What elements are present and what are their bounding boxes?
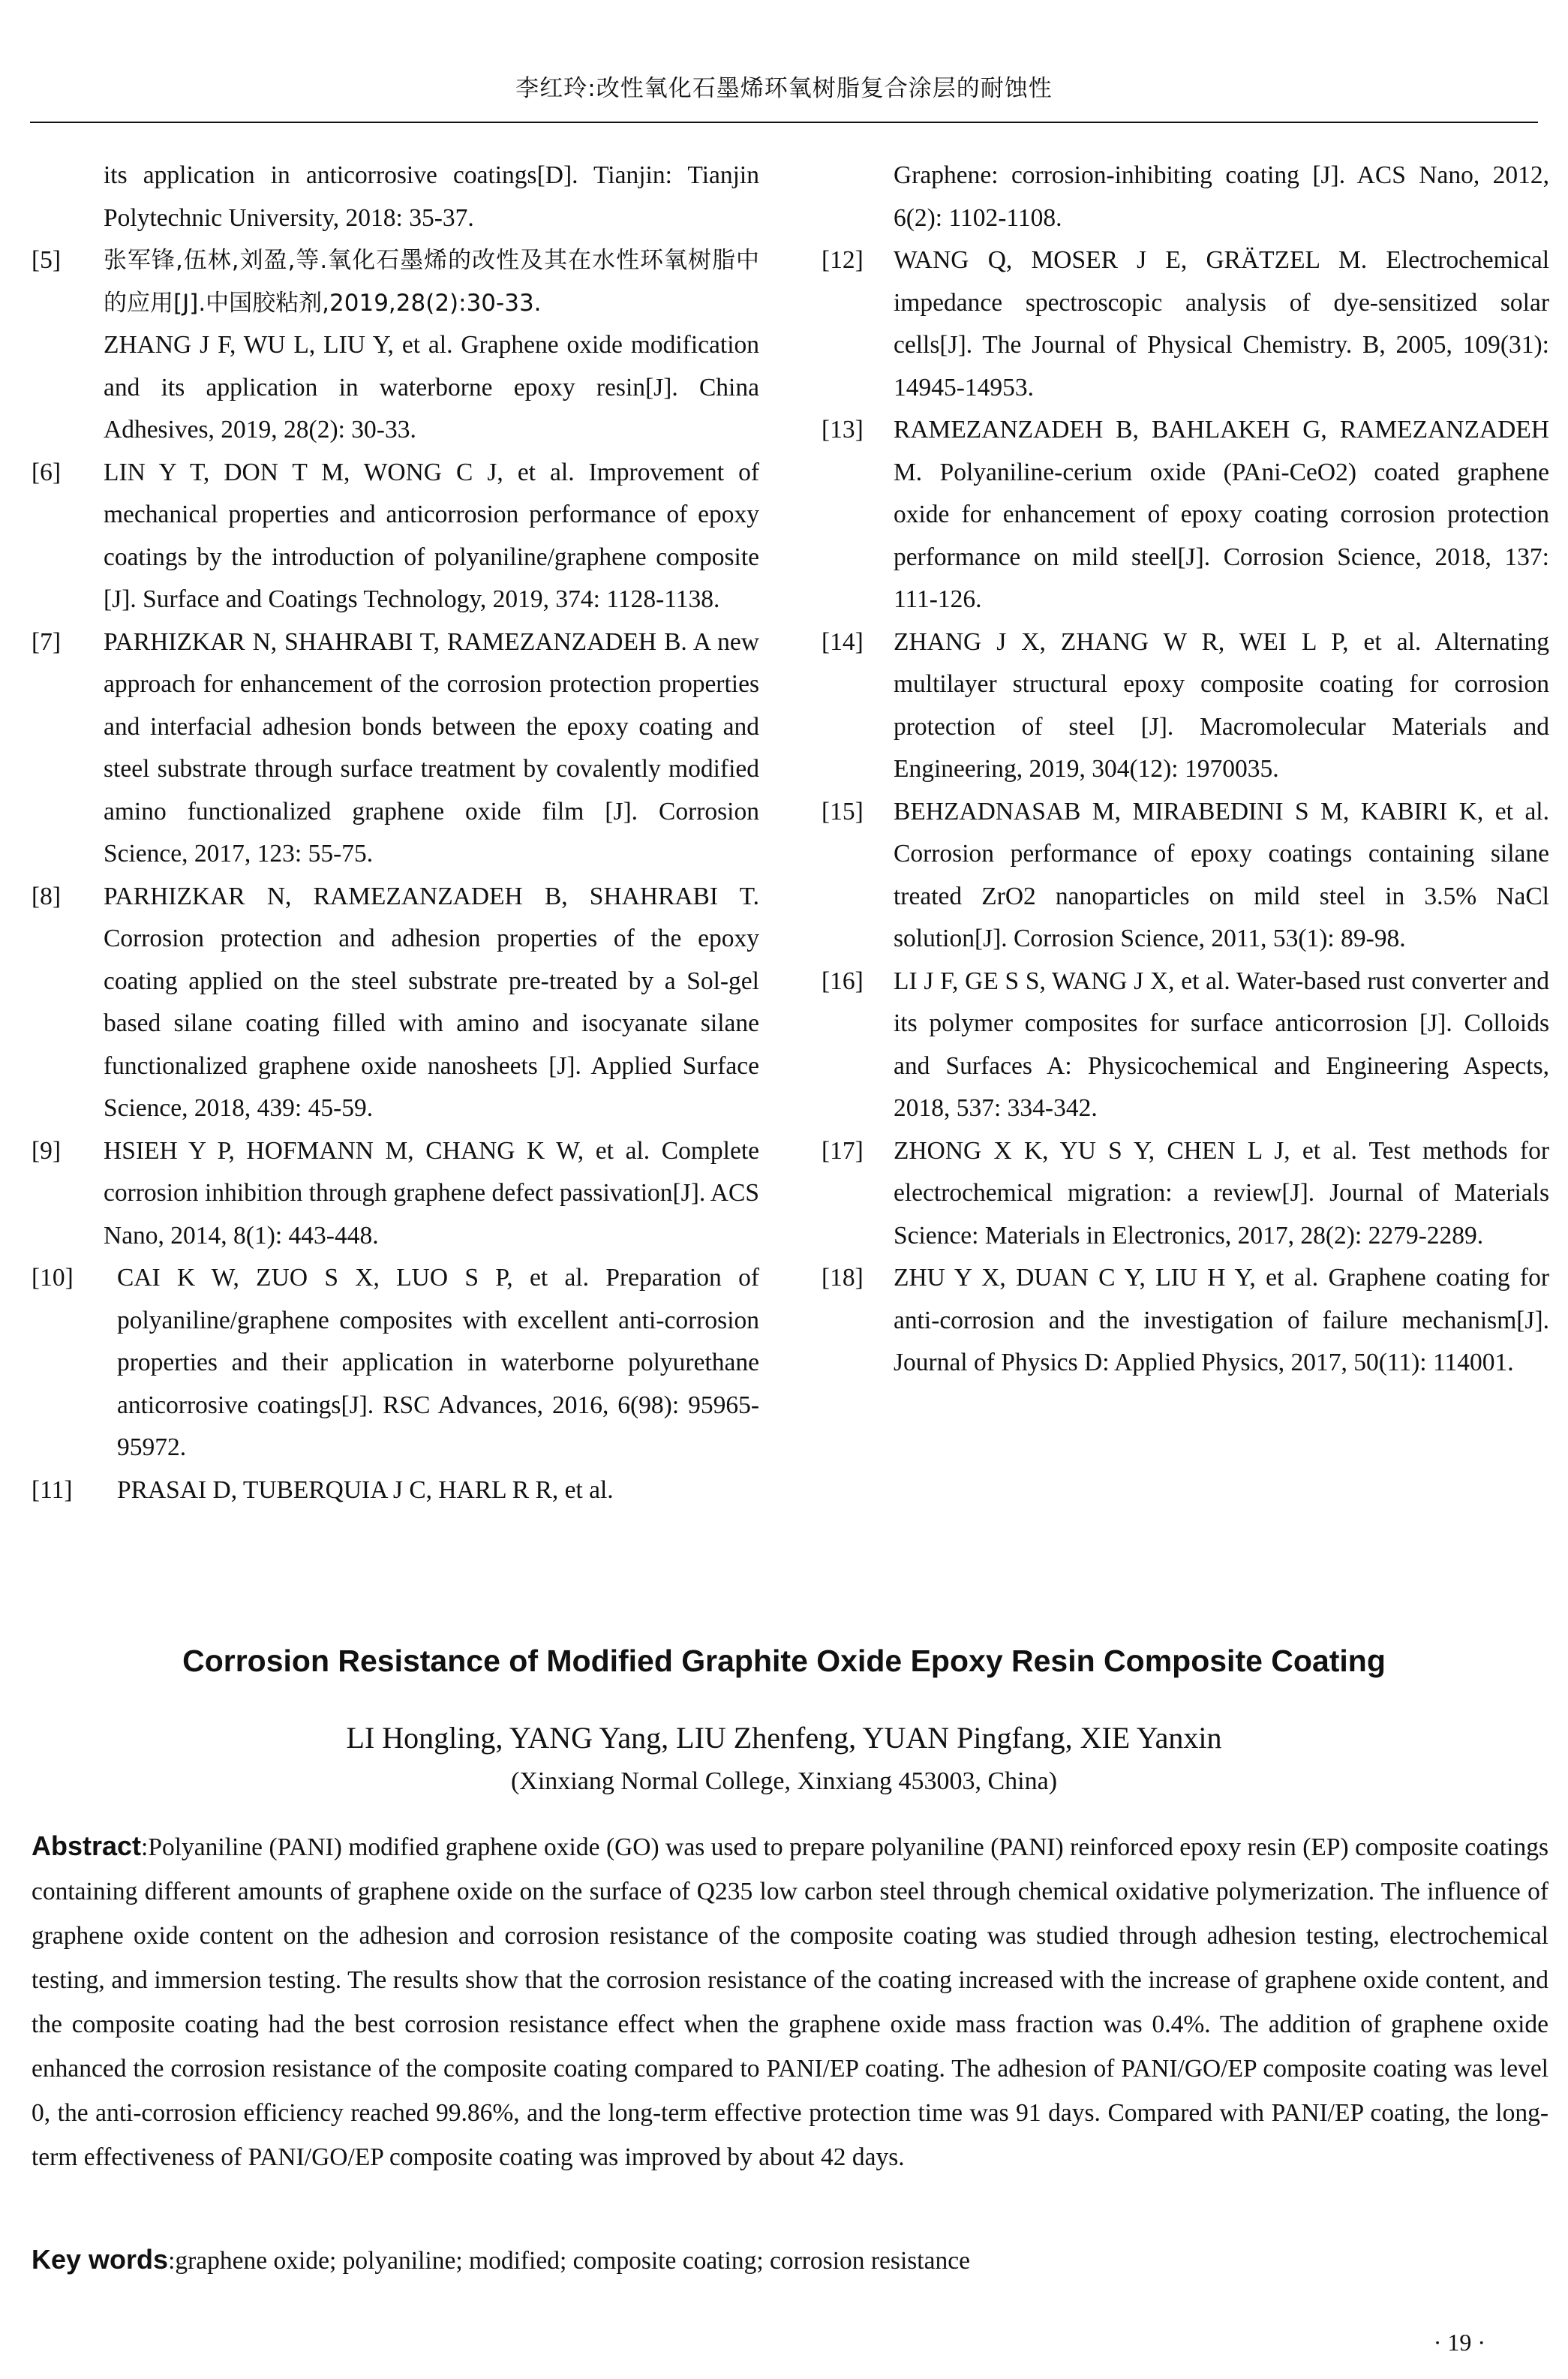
reference-text: HSIEH Y P, HOFMANN M, CHANG K W, et al. Complete corrosion inhibition through graphene defect passivation[J]. ACS Nano, 2014, 8(1): 443-448. xyxy=(104,1136,759,1250)
reference-number: [14] xyxy=(822,627,864,656)
reference-entry xyxy=(32,155,759,239)
reference-text: BEHZADNASAB M, MIRABEDINI S M, KABIRI K, et al. Corrosion performance of epoxy coatings containing silane treated ZrO2 nanoparticles on mild steel in 3.5% NaCl solution[J]. Corrosion Science, 2011, 53(1): 89-98. xyxy=(894,797,1549,952)
reference-text: ZHU Y X, DUAN C Y, LIU H Y, et al. Graphene coating for anti-corrosion and the investigation of failure mechanism[J]. Journal of Physics D: Applied Physics, 2017, 50(11): 114001. xyxy=(894,1264,1549,1376)
reference-entry xyxy=(32,1130,759,1258)
reference-entry xyxy=(32,621,759,876)
english-abstract xyxy=(32,1824,1548,2179)
reference-number: [13] xyxy=(822,416,864,444)
reference-entry xyxy=(822,1257,1549,1385)
reference-number: [11] xyxy=(32,1475,73,1504)
reference-entry xyxy=(822,621,1549,791)
reference-number: [10] xyxy=(32,1264,74,1292)
reference-number: [5] xyxy=(32,246,62,274)
reference-entry xyxy=(32,1469,759,1512)
references-left-column xyxy=(32,155,759,1511)
reference-entry xyxy=(32,324,759,452)
references-right-column xyxy=(822,155,1549,1385)
reference-text: CAI K W, ZUO S X, LUO S P, et al. Preparation of polyaniline/graphene composites with excellent anti-corrosion properties and their application in waterborne polyurethane anticorrosive coatings[J]. RSC Advances, 2016, 6(98): 95965-95972. xyxy=(117,1264,759,1461)
reference-number: [15] xyxy=(822,797,864,826)
reference-number: [16] xyxy=(822,967,864,995)
running-header: 李红玲:改性氧化石墨烯环氧树脂复合涂层的耐蚀性 xyxy=(515,75,1053,102)
reference-text: Graphene: corrosion-inhibiting coating [J]. ACS Nano, 2012, 6(2): 1102-1108. xyxy=(894,161,1549,232)
reference-entry xyxy=(822,1130,1549,1258)
reference-text: WANG Q, MOSER J E, GRÄTZEL M. Electrochemical impedance spectroscopic analysis of dye-sensitized solar cells[J]. The Journal of Physical Chemistry. B, 2005, 109(31): 14945-14953. xyxy=(894,246,1549,402)
reference-text: LI J F, GE S S, WANG J X, et al. Water-based rust converter and its polymer composites for surface anticorrosion [J]. Colloids and Surfaces A: Physicochemical and Engineering Aspects, 2018, 537: 334-342. xyxy=(894,967,1549,1122)
reference-number: [7] xyxy=(32,627,62,656)
abstract-colon: : xyxy=(141,1833,149,1861)
reference-entry xyxy=(32,239,759,324)
reference-text: LIN Y T, DON T M, WONG C J, et al. Improvement of mechanical properties and anticorrosion performance of epoxy coatings by the introduction of polyaniline/graphene composite [J]. Surface and Coatings Technology, 2019, 374: 1128-1138. xyxy=(104,458,759,613)
reference-text: PARHIZKAR N, SHAHRABI T, RAMEZANZADEH B. A new approach for enhancement of the corrosion protection properties and interfacial adhesion bonds between the epoxy coating and steel substrate through surface treatment by covalently modified amino functionalized graphene oxide film [J]. Corrosion Science, 2017, 123: 55-75. xyxy=(104,627,759,868)
reference-text: PARHIZKAR N, RAMEZANZADEH B, SHAHRABI T. Corrosion protection and adhesion properties of the epoxy coating applied on the steel substrate pre-treated by a Sol-gel based silane coating filled with amino and isocyanate silane functionalized graphene oxide nanosheets [J]. Applied Surface Science, 2018, 439: 45-59. xyxy=(104,882,759,1122)
keywords-text: graphene oxide; polyaniline; modified; composite coating; corrosion resistance xyxy=(175,2247,970,2275)
page-number: · 19 · xyxy=(1433,2329,1485,2356)
reference-text: RAMEZANZADEH B, BAHLAKEH G, RAMEZANZADEH M. Polyaniline-cerium oxide (PAni-CeO2) coated graphene oxide for enhancement of epoxy coating corrosion protection performance on mild steel[J]. Corrosion Science, 2018, 137: 111-126. xyxy=(894,416,1549,613)
reference-entry xyxy=(822,239,1549,409)
english-title: Corrosion Resistance of Modified Graphite Oxide Epoxy Resin Composite Coating xyxy=(182,1644,1386,1678)
keywords-colon: : xyxy=(168,2247,176,2275)
reference-entry xyxy=(822,961,1549,1130)
reference-text: PRASAI D, TUBERQUIA J C, HARL R R, et al. xyxy=(117,1475,614,1504)
reference-entry xyxy=(32,452,759,621)
abstract-label: Abstract xyxy=(32,1830,142,1861)
reference-entry xyxy=(32,876,759,1130)
reference-entry xyxy=(32,1257,759,1469)
reference-entry xyxy=(822,409,1549,621)
reference-entry xyxy=(822,791,1549,961)
reference-number: [12] xyxy=(822,246,864,274)
reference-number: [9] xyxy=(32,1136,62,1165)
keywords-label: Key words xyxy=(32,2244,169,2275)
english-keywords xyxy=(32,2237,1548,2283)
english-authors: LI Hongling, YANG Yang, LIU Zhenfeng, YUAN Pingfang, XIE Yanxin xyxy=(346,1721,1222,1755)
reference-text: ZHONG X K, YU S Y, CHEN L J, et al. Test methods for electrochemical migration: a review[J]. Journal of Materials Science: Materials in Electronics, 2017, 28(2): 2279-2289. xyxy=(894,1136,1549,1250)
reference-text: ZHANG J X, ZHANG W R, WEI L P, et al. Alternating multilayer structural epoxy composite coating for corrosion protection of steel [J]. Macromolecular Materials and Engineering, 2019, 304(12): 1970035. xyxy=(894,627,1549,783)
abstract-text: Polyaniline (PANI) modified graphene oxide (GO) was used to prepare polyaniline (PANI) reinforced epoxy resin (EP) composite coatings containing different amounts of graphene oxide on the surface of Q235 low carbon steel through chemical oxidative polymerization. The influence of graphene oxide content on the adhesion and corrosion resistance of the composite coating was studied through adhesion testing, electrochemical testing, and immersion testing. The results show that the corrosion resistance of the coating increased with the increase of graphene oxide content, and the composite coating had the best corrosion resistance effect when the graphene oxide mass fraction was 0.4%. The addition of graphene oxide enhanced the corrosion resistance of the composite coating compared to PANI/EP coating. The adhesion of PANI/GO/EP composite coating was level 0, the anti-corrosion efficiency reached 99.86%, and the long-term effective protection time was 91 days. Compared with PANI/EP coating, the long-term effectiveness of PANI/GO/EP composite coating was improved by about 42 days. xyxy=(32,1833,1548,2171)
reference-text: ZHANG J F, WU L, LIU Y, et al. Graphene oxide modification and its application in waterborne epoxy resin[J]. China Adhesives, 2019, 28(2): 30-33. xyxy=(104,331,759,444)
english-affiliation: (Xinxiang Normal College, Xinxiang 453003, China) xyxy=(510,1767,1058,1795)
reference-number: [17] xyxy=(822,1136,864,1165)
reference-entry xyxy=(822,155,1549,239)
reference-number: [8] xyxy=(32,882,62,910)
reference-number: [6] xyxy=(32,458,62,486)
header-rule xyxy=(30,122,1538,123)
reference-number: [18] xyxy=(822,1264,864,1292)
reference-text: its application in anticorrosive coatings[D]. Tianjin: Tianjin Polytechnic University, 2018: 35-37. xyxy=(104,161,759,232)
reference-text: 张军锋,伍林,刘盈,等.氧化石墨烯的改性及其在水性环氧树脂中的应用[J].中国胶粘剂,2019,28(2):30-33. xyxy=(104,247,759,317)
